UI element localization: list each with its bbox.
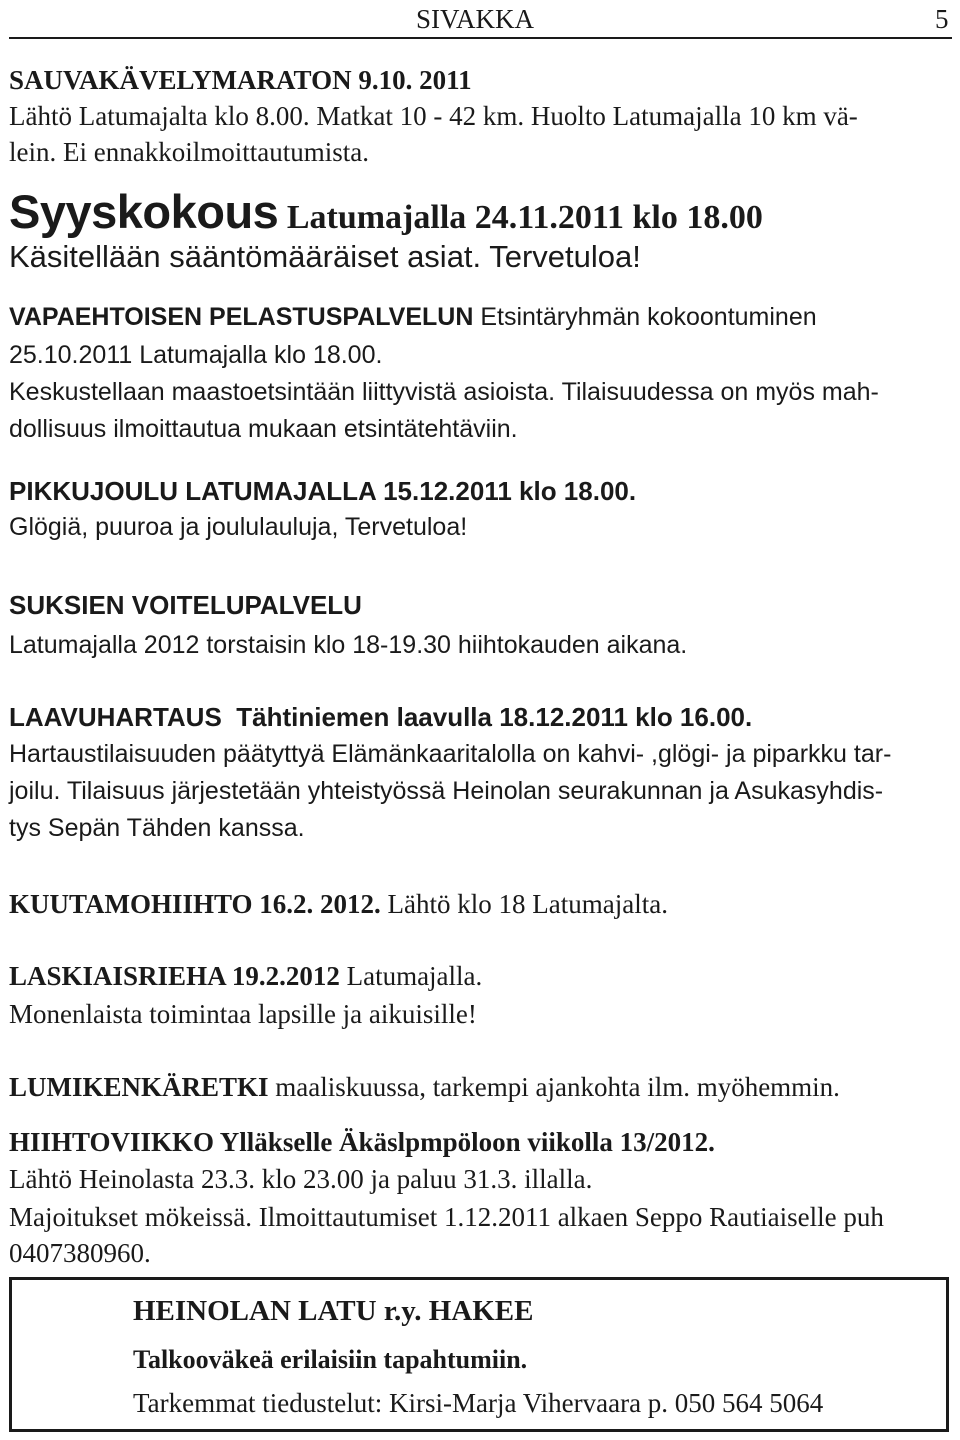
hiihtoviikko-line-2: Majoitukset mökeissä. Ilmoittautumiset 1.12.2011 alkaen Seppo Rautiaiselle puh [9,1202,884,1232]
kuutamo-heading [9,891,668,918]
voitelu-line-1: Latumajalla 2012 torstaisin klo 18-19.30 hiihtokauden aikana. [9,631,688,659]
pikkujoulu-heading: PIKKUJOULU LATUMAJALLA 15.12.2011 klo 18.00. [9,476,637,506]
vapepa-heading-bold: VAPAEHTOISEN PELASTUSPALVELUN [9,303,474,331]
vapepa-line-1: 25.10.2011 Latumajalla klo 18.00. [9,341,383,369]
lumikenka-heading-rest: maaliskuussa, tarkempi ajankohta ilm. myöhemmin. [268,1072,840,1102]
laavuhartaus-line-2: joilu. Tilaisuus järjestetään yhteistyössä Heinolan seurakunnan ja Asukasyhdis- [9,777,884,805]
laskiainen-heading-bold: LASKIAISRIEHA 19.2.2012 [9,961,340,991]
lumikenka-heading [9,1074,840,1101]
vapepa-heading [9,305,817,330]
page-number: 5 [935,4,949,34]
header-rule [9,37,952,39]
vapepa-line-2: Keskustellaan maastoetsintään liittyvistä asioista. Tilaisuudessa on myös mah- [9,378,879,406]
pikkujoulu-line-1: Glögiä, puuroa ja joululauluja, Tervetuloa! [9,513,468,541]
vapepa-line-3: dollisuus ilmoittautua mukaan etsintätehtäviin. [9,415,518,443]
vapepa-heading-rest: Etsintäryhmän kokoontuminen [473,303,817,331]
syyskokous-heading [9,185,763,238]
laavuhartaus-line-1: Hartaustilaisuuden päätyttyä Elämänkaaritalolla on kahvi- ,glögi- ja piparkku tar- [9,740,892,768]
laavuhartaus-heading: LAAVUHARTAUS Tähtiniemen laavulla 18.12.2011 klo 16.00. [9,702,753,732]
sauvakavely-line-1: Lähtö Latumajalta klo 8.00. Matkat 10 - 42 km. Huolto Latumajalla 10 km vä- [9,101,858,131]
laskiainen-heading [9,963,482,990]
notice-box-title: HEINOLAN LATU r.y. HAKEE [133,1295,534,1327]
kuutamo-heading-rest: Lähtö klo 18 Latumajalta. [380,889,668,919]
syyskokous-line-1: Käsitellään sääntömääräiset asiat. Tervetuloa! [9,239,641,274]
sauvakavely-heading: SAUVAKÄVELYMARATON 9.10. 2011 [9,65,472,95]
laskiainen-heading-rest: Latumajalla. [339,961,483,991]
running-title: SIVAKKA [416,4,535,34]
kuutamo-heading-bold: KUUTAMOHIIHTO 16.2. 2012. [9,889,381,919]
notice-box-subtitle: Talkooväkeä erilaisiin tapahtumiin. [133,1345,528,1374]
syyskokous-heading-rest: Latumajalla 24.11.2011 klo 18.00 [278,199,763,236]
hiihtoviikko-heading: HIIHTOVIIKKO Ylläkselle Äkäslpmpöloon viikolla 13/2012. [9,1127,715,1157]
lumikenka-heading-bold: LUMIKENKÄRETKI [9,1072,269,1102]
voitelu-heading: SUKSIEN VOITELUPALVELU [9,590,362,620]
laskiainen-line-1: Monenlaista toimintaa lapsille ja aikuisille! [9,999,477,1029]
sauvakavely-line-2: lein. Ei ennakkoilmoittautumista. [9,137,369,167]
syyskokous-heading-big: Syyskokous [9,185,279,238]
notice-box-contact: Tarkemmat tiedustelut: Kirsi-Marja Vihervaara p. 050 564 5064 [133,1388,824,1418]
hiihtoviikko-line-1: Lähtö Heinolasta 23.3. klo 23.00 ja paluu 31.3. illalla. [9,1164,593,1194]
laavuhartaus-line-3: tys Sepän Tähden kanssa. [9,814,305,842]
hiihtoviikko-line-3: 0407380960. [9,1238,151,1268]
notice-box [9,1277,949,1432]
